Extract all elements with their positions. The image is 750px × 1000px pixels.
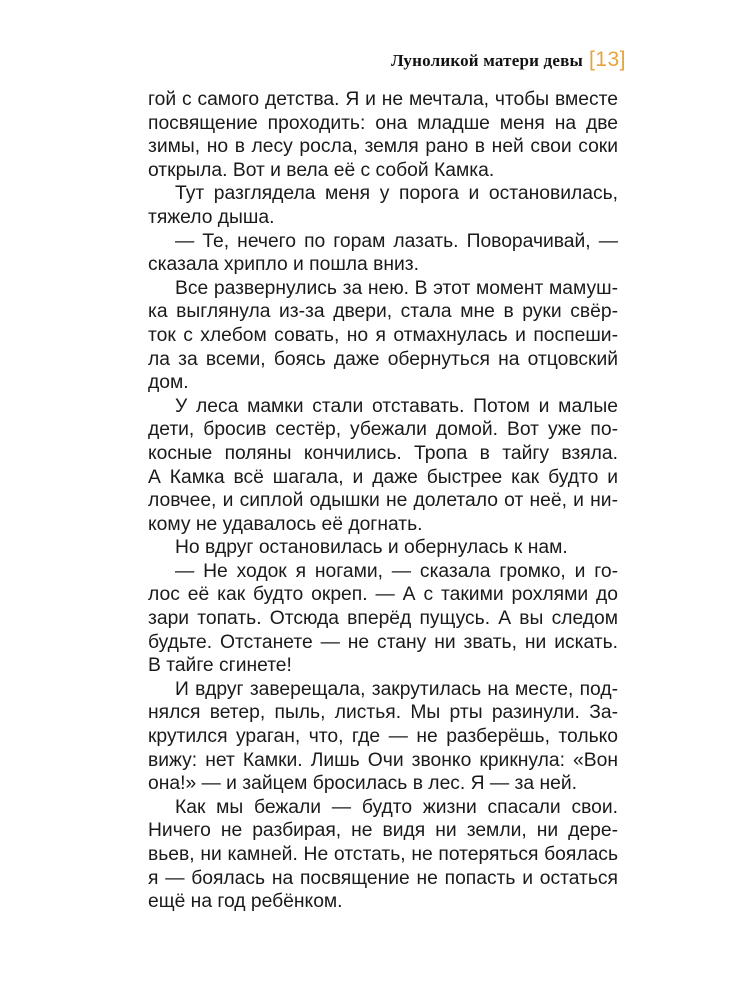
running-header [391, 48, 626, 72]
text-line: косные поляны кончились. Тропа в тайгу взяла. [148, 442, 618, 464]
text-line: ла за всеми, боясь даже обернуться на отцовский [148, 348, 618, 370]
text-line: Как мы бежали — будто жизни спасали свои. [175, 796, 618, 818]
text-line: ещё на год ребёнком. [148, 891, 343, 913]
text-line: она!» — и зайцем бросилась в лес. Я — за ней. [148, 773, 577, 795]
page-number [589, 48, 626, 72]
text-line: дети, бросив сестёр, убежали домой. Вот уже по- [148, 419, 618, 441]
text-line: Все развернулись за нею. В этот момент мамуш- [175, 277, 618, 299]
text-line: Ничего не разбирая, не видя ни земли, ни дере- [148, 820, 618, 842]
text-line: открыла. Вот и вела её с собой Камка. [148, 159, 495, 181]
page-number-value: 13 [595, 48, 620, 71]
text-line: крутился ураган, что, где — не разберёшь, только [148, 726, 618, 748]
page-number-bracket-close: ] [619, 48, 626, 71]
text-line: кому не удавалось её догнать. [148, 513, 423, 535]
text-line: — Не ходок я ногами, — сказала громко, и го- [175, 560, 618, 582]
text-line: И вдруг заверещала, закрутилась на месте, под- [175, 678, 618, 700]
text-line: вьев, ни камней. Не отстать, не потеряться боялась [148, 844, 618, 865]
text-line: ка выглянула из-за двери, стала мне в руки свёр- [148, 301, 618, 323]
text-line: Тут разглядела меня у порога и остановилась, [175, 183, 618, 205]
text-line: дом. [148, 372, 189, 394]
chapter-title: Луноликой матери девы [390, 51, 583, 70]
text-line: ловчее, и сиплой одышки не долетало от неё, и ни- [148, 490, 618, 512]
text-line: я — боялась на посвящение не попасть и остаться [148, 867, 618, 889]
text-line: гой с самого детства. Я и не мечтала, чтобы вместе [148, 89, 618, 110]
text-line: сказала хрипло и пошла вниз. [148, 254, 419, 276]
text-line: ток с хлебом совать, но я отмахнулась и поспеши- [148, 324, 618, 346]
text-line: посвящение проходить: она младше меня на две [148, 112, 618, 134]
text-line: Но вдруг остановилась и обернулась к нам. [175, 537, 568, 559]
text-line: зимы, но в лесу росла, земля рано в ней свои соки [148, 136, 618, 158]
body-text [148, 88, 618, 914]
text-line: — Те, нечего по горам лазать. Поворачивай, — [175, 230, 618, 252]
text-line: У леса мамки стали отставать. Потом и малые [175, 395, 618, 417]
page-number-bracket-open: [ [588, 48, 596, 71]
text-line: лос её как будто окреп. — А с такими рохлями до [148, 584, 618, 606]
text-line: нялся ветер, пыль, листья. Мы рты разинули. За- [148, 702, 618, 724]
text-line: А Камка всё шагала, и даже быстрее как будто и [148, 466, 618, 488]
text-line: будьте. Отстанете — не стану ни звать, ни искать. [148, 631, 618, 653]
text-line: В тайге сгинете! [148, 655, 292, 677]
text-line: зари топать. Отсюда вперёд пущусь. А вы следом [148, 608, 618, 630]
text-line: тяжело дыша. [148, 206, 275, 228]
text-line: вижу: нет Камки. Лишь Очи звонко крикнула: «Вон [148, 749, 618, 771]
